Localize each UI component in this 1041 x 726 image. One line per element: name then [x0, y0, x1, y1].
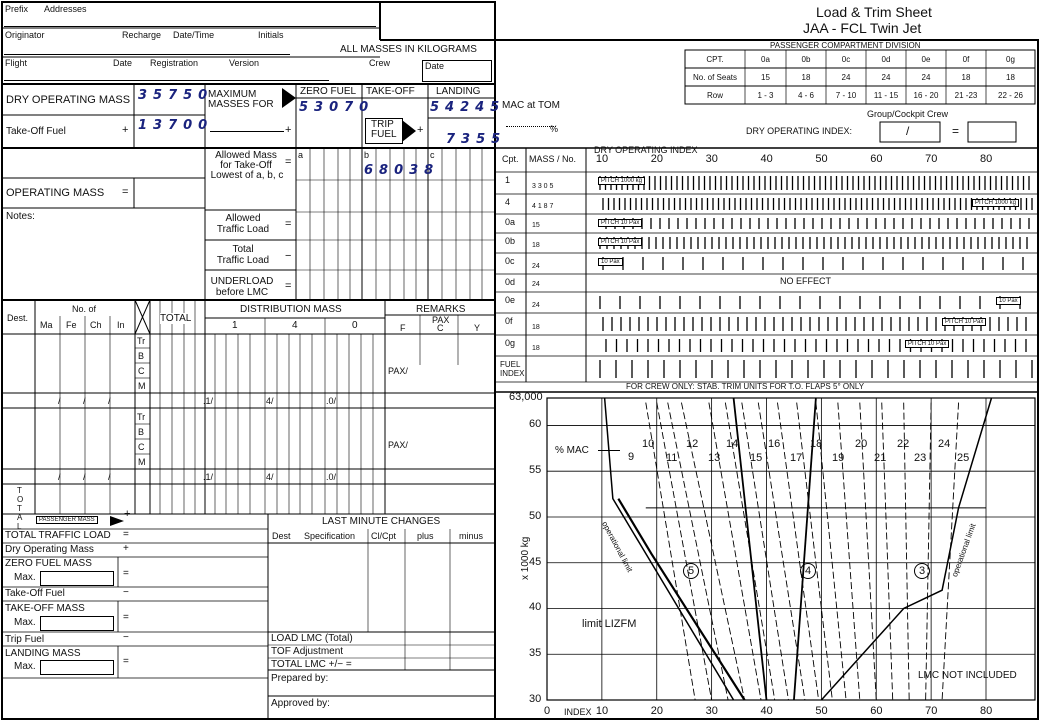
mass-0c: 24 [532, 263, 540, 270]
pitch-0e: 10 Pax [996, 297, 1021, 305]
code-m-1: M [138, 381, 146, 391]
cpt-4: 4 [505, 197, 511, 207]
x-axis-label: INDEX [564, 707, 592, 717]
hold-slash-1a: .1/ [203, 396, 214, 406]
date-time-label: Date/Time [173, 30, 215, 40]
mac-at-tom-label: MAC at TOM [502, 100, 560, 111]
allowed-mass-2: for Take-Off [220, 160, 272, 171]
pcd-seats-label: No. of Seats [692, 73, 738, 82]
crew-date-field[interactable] [422, 60, 492, 82]
mac-tick-21: 21 [874, 452, 887, 464]
hold-1-header: 1 [232, 320, 238, 331]
recharge-label: Recharge [122, 30, 162, 40]
scale-tick-40: 40 [760, 153, 773, 165]
total-header: TOTAL [160, 313, 192, 324]
total-traffic-load-label: TOTAL TRAFFIC LOAD [5, 530, 111, 541]
pax-slash-2: PAX/ [388, 440, 408, 450]
cpt-0a: 0a [505, 217, 516, 227]
y-tick-55: 55 [529, 464, 542, 477]
pcd-row-label: Row [706, 91, 723, 100]
col-b-label: b [364, 150, 370, 160]
zone-circle-3: 3 [914, 563, 930, 579]
limit-lizfm-label: limit LIZFM [582, 618, 637, 630]
prefix-label: Prefix [5, 4, 29, 14]
lmc-not-included-note: LMC NOT INCLUDED [918, 670, 1017, 681]
trip-fuel-bottom-label: Trip Fuel [5, 634, 45, 645]
trip-fuel-label-2: FUEL [371, 129, 397, 140]
pcd-row-0c: 7 - 10 [835, 91, 857, 100]
tof-bottom-label: Take-Off Fuel [5, 588, 65, 599]
mac-line [657, 403, 712, 700]
lmc-col-spec: Specification [304, 531, 356, 541]
pcd-cpt-0d: 0d [881, 55, 891, 64]
scale-tick-50: 50 [815, 153, 828, 165]
mass-1: 3 3 0 5 [532, 183, 554, 190]
pcd-title: PASSENGER COMPARTMENT DIVISION [770, 41, 921, 50]
hold-slash-1b: 4/ [266, 396, 274, 406]
slash-1a: / [58, 396, 61, 406]
hold-slash-2b: 4/ [266, 472, 274, 482]
mac-label: % MAC [555, 445, 589, 456]
approved-by-label: Approved by: [271, 698, 330, 709]
total-letter-o: O [17, 495, 24, 504]
allowed-mass-eq: = [285, 156, 292, 168]
slash-1c: / [108, 396, 111, 406]
pcd-cpt-label: CPT. [706, 55, 724, 64]
mac-tick-18: 18 [810, 438, 823, 450]
doi-label: DRY OPERATING INDEX: [746, 126, 853, 136]
mass-4: 4 1 8 7 [532, 203, 554, 210]
b-value[interactable]: 68038 [364, 163, 440, 178]
scale-tick-70: 70 [925, 153, 938, 165]
remarks-header: REMARKS [416, 304, 466, 315]
col-c-label: c [430, 150, 435, 160]
version-label: Version [229, 58, 260, 68]
code-c-1: C [138, 366, 145, 376]
cpt-0g: 0g [505, 338, 516, 348]
pcd-row-0d: 11 - 15 [873, 91, 899, 100]
mac-arrow-icon [598, 450, 620, 451]
pcd-seats-0e: 24 [921, 73, 931, 82]
prepared-by-label: Prepared by: [271, 673, 329, 684]
allowed-traffic-eq: = [285, 218, 292, 230]
sheet-title: Load & Trim Sheet [816, 4, 932, 20]
code-tr-2: Tr [137, 412, 146, 422]
pax-in: In [117, 320, 125, 330]
address-field[interactable] [4, 16, 376, 27]
max-masses-plus: + [285, 124, 292, 136]
mass-0f: 18 [532, 324, 540, 331]
scale-tick-80: 80 [980, 153, 993, 165]
x-tick-80: 80 [980, 705, 993, 717]
col-a-label: a [298, 150, 304, 160]
total-letter-l: L [17, 522, 22, 531]
flight-field[interactable] [4, 70, 329, 81]
lm-max-field[interactable] [40, 660, 114, 675]
code-tr-1: Tr [137, 336, 146, 346]
hold-4-header: 4 [292, 320, 298, 331]
mac-line [882, 403, 893, 700]
y-tick-60: 60 [529, 418, 542, 431]
allowed-mass-1: Allowed Mass [215, 150, 277, 161]
flight-label: Flight [5, 58, 28, 68]
doi-scale-label: DRY OPERATING INDEX [594, 145, 698, 155]
pcd-row-0b: 4 - 6 [797, 91, 814, 100]
code-m-2: M [138, 457, 146, 467]
x-tick-0: 0 [544, 705, 551, 717]
pcd-seats-0c: 24 [841, 73, 851, 82]
slash-1b: / [83, 396, 86, 406]
pitch-0g: PITCH 10 Pax [905, 340, 949, 348]
mass-0d: 24 [532, 281, 540, 288]
mass-0g: 18 [532, 345, 540, 352]
trip-fuel-label-1: TRIP [371, 119, 394, 130]
mac-tick-23: 23 [914, 452, 927, 464]
operational-limit-label-fwd: operational limit [600, 520, 635, 574]
cpt-label: Cpt. [502, 154, 519, 164]
mac-tick-15: 15 [750, 452, 763, 464]
cpt-0d: 0d [505, 277, 516, 287]
fuel-index-label: FUEL INDEX [500, 360, 525, 378]
mac-boundary-line [734, 398, 767, 700]
scale-tick-20: 20 [650, 153, 663, 165]
trip-fuel-plus: + [417, 124, 424, 136]
hold-0-header: 0 [352, 320, 358, 331]
dom-bottom-plus: + [123, 543, 129, 554]
pcd-row-0f: 21 -23 [954, 91, 978, 100]
y-tick-63,000: 63,000 [509, 391, 543, 403]
zone-circle-5: 5 [683, 563, 699, 579]
hold-slash-2c: .0/ [326, 472, 337, 482]
max-masses-arrow [210, 131, 284, 132]
pitch-0b: PITCH 10 Pax [598, 238, 642, 246]
y-axis-label: x 1000 kg [520, 536, 531, 580]
slash-2c: / [108, 472, 111, 482]
pcd-row-0g: 22 - 26 [998, 91, 1023, 100]
flight-date-label: Date [113, 58, 133, 68]
mac-tick-14: 14 [726, 438, 739, 450]
y-tick-45: 45 [529, 555, 542, 568]
pitch-0a: PITCH 10 Pax [598, 219, 642, 227]
hold-slash-1c: .0/ [326, 396, 337, 406]
pitch-0d: NO EFFECT [780, 276, 831, 286]
mac-tick-22: 22 [897, 438, 910, 450]
mac-tick-9: 9 [628, 451, 635, 463]
notes-label: Notes: [6, 211, 35, 222]
mass-0a: 15 [532, 222, 540, 229]
registration-label: Registration [150, 58, 199, 68]
pcd-cpt-0f: 0f [962, 55, 970, 64]
max-masses-label-2: MASSES FOR [208, 99, 274, 110]
pcd-seats-0a: 15 [761, 73, 770, 82]
tom-max-label: Max. [14, 617, 36, 628]
underload-eq: = [285, 280, 292, 292]
scale-tick-10: 10 [595, 153, 609, 165]
tof-value[interactable]: 13700 [138, 118, 214, 133]
tom-eq: = [123, 612, 129, 623]
group-crew-label: Group/Cockpit Crew [867, 109, 949, 119]
lm-eq: = [123, 656, 129, 667]
crew-label: Crew [369, 58, 391, 68]
takeoff-header: TAKE-OFF [366, 86, 415, 97]
lm-max-label: Max. [14, 661, 36, 672]
cpt-0b: 0b [505, 236, 516, 246]
total-letter-t2: T [17, 504, 22, 513]
dom-label: DRY OPERATING MASS [6, 94, 131, 106]
lmc-col-plus: plus [417, 531, 434, 541]
code-b-1: B [138, 351, 145, 361]
x-tick-10: 10 [595, 705, 609, 717]
scale-tick-60: 60 [870, 153, 883, 165]
sheet-subtitle: JAA - FCL Twin Jet [803, 20, 922, 36]
lmc-col-clcpt: Cl/Cpt [371, 531, 397, 541]
hold-slash-2a: .1/ [203, 472, 214, 482]
y-tick-50: 50 [529, 509, 542, 522]
load-lmc-label: LOAD LMC (Total) [271, 633, 353, 644]
no-of-label: No. of [72, 304, 97, 314]
pitch-0c: 10 Pax [598, 258, 623, 266]
total-lmc-label: TOTAL LMC +/− = [271, 659, 352, 670]
total-traffic-minus: − [285, 250, 292, 262]
pcd-cpt-0c: 0c [841, 55, 851, 64]
pcd-cpt-0e: 0e [921, 55, 931, 64]
crew-date-label: Date [425, 61, 445, 71]
originator-field[interactable] [4, 44, 290, 55]
passenger-mass-tag: PASSENGER MASS [36, 516, 98, 524]
pitch-4: PITCH 1000 kg [972, 199, 1019, 207]
cpt-0f: 0f [505, 316, 513, 326]
allowed-traffic-2: Traffic Load [216, 224, 270, 235]
ttl-eq: = [123, 529, 129, 540]
trip-fuel-bottom-minus: − [123, 632, 129, 643]
tof-label: Take-Off Fuel [6, 126, 66, 137]
max-masses-label-1: MAXIMUM [208, 89, 257, 100]
mass-0e: 24 [532, 302, 540, 309]
total-traffic-1: Total [232, 244, 254, 255]
limit-lizfm [618, 499, 744, 700]
class-c: C [437, 323, 444, 333]
mac-at-tom-field[interactable] [506, 126, 556, 127]
trip-fuel-value[interactable]: 7355 [446, 132, 507, 147]
class-y: Y [474, 323, 481, 333]
initials-label: Initials [258, 30, 284, 40]
mac-tick-19: 19 [832, 452, 845, 464]
x-tick-60: 60 [870, 705, 883, 717]
x-tick-70: 70 [925, 705, 938, 717]
mass-no-label: MASS / No. [529, 154, 577, 164]
zfm-eq: = [123, 568, 129, 579]
landing-value[interactable]: 54245 [430, 100, 506, 115]
lm-label: LANDING MASS [5, 648, 81, 659]
doi-slash: / [906, 124, 910, 138]
zfm-label: ZERO FUEL MASS [5, 558, 92, 569]
y-tick-30: 30 [529, 693, 542, 705]
mac-tick-24: 24 [938, 438, 951, 450]
pax-ma: Ma [40, 320, 53, 330]
pcd-row-0a: 1 - 3 [757, 91, 774, 100]
mac-tick-16: 16 [768, 438, 781, 450]
pitch-1: PITCH 1000 kg [598, 177, 645, 185]
tof-adjustment-label: TOF Adjustment [271, 646, 344, 657]
mac-tick-17: 17 [790, 452, 803, 464]
tof-bottom-minus: − [123, 587, 129, 598]
zfm-max-label: Max. [14, 572, 36, 583]
pcd-cpt-0b: 0b [801, 55, 811, 64]
originator-label: Originator [5, 30, 45, 40]
mac-line [926, 403, 931, 700]
landing-header: LANDING [436, 86, 481, 97]
pitch-0f: PITCH 10 Pax [942, 318, 986, 326]
pax-header: PAX [432, 315, 450, 325]
cpt-0c: 0c [505, 256, 515, 266]
total-vertical-label [17, 486, 25, 531]
total-traffic-2: Traffic Load [216, 255, 270, 266]
tom-label: TAKE-OFF MASS [5, 603, 85, 614]
mac-tick-20: 20 [855, 438, 868, 450]
mac-tick-11: 11 [666, 452, 678, 464]
scale-tick-30: 30 [705, 153, 718, 165]
underload-1: UNDERLOAD [210, 276, 274, 287]
x-tick-50: 50 [815, 705, 828, 717]
zone-circle-4: 4 [800, 563, 816, 579]
mac-tick-10: 10 [642, 438, 655, 450]
mac-tick-13: 13 [708, 452, 721, 464]
lmc-col-minus: minus [459, 531, 484, 541]
pcd-seats-0g: 18 [1006, 73, 1015, 82]
dom-bottom-label: Dry Operating Mass [5, 544, 94, 555]
zero-fuel-header: ZERO FUEL [300, 86, 357, 97]
pcd-seats-0f: 18 [961, 73, 971, 82]
lmc-col-dest: Dest [272, 531, 291, 541]
code-b-2: B [138, 427, 145, 437]
x-tick-20: 20 [650, 705, 663, 717]
mac-tick-25: 25 [957, 452, 970, 464]
slash-2b: / [83, 472, 86, 482]
allowed-traffic-1: Allowed [225, 213, 261, 224]
pax-fe: Fe [66, 320, 77, 330]
x-tick-30: 30 [705, 705, 718, 717]
operational-limit-fwd [605, 398, 734, 700]
pcd-seats-0b: 18 [801, 73, 811, 82]
operating-mass-eq: = [122, 186, 129, 198]
mac-percent: % [550, 124, 559, 134]
tof-plus: + [122, 124, 129, 136]
zfm-max-field[interactable] [40, 571, 114, 586]
total-letter-a: A [17, 513, 23, 522]
mass-0b: 18 [532, 242, 540, 249]
code-c-2: C [138, 442, 145, 452]
cpt-1: 1 [505, 175, 511, 185]
y-tick-35: 35 [529, 647, 542, 660]
slash-2a: / [58, 472, 61, 482]
operating-mass-label: OPERATING MASS [6, 187, 105, 199]
passenger-mass-plus: + [124, 508, 131, 520]
dom-value[interactable]: 35750 [138, 88, 214, 103]
zero-fuel-value[interactable]: 53070 [299, 100, 375, 115]
cpt-0e: 0e [505, 295, 516, 305]
allowed-mass-3: Lowest of a, b, c [210, 170, 284, 181]
mac-tick-12: 12 [686, 438, 699, 450]
tom-max-field[interactable] [40, 616, 114, 631]
total-letter-t1: T [17, 486, 22, 495]
pcd-seats-0d: 24 [881, 73, 891, 82]
all-masses-note: ALL MASSES IN KILOGRAMS [340, 44, 477, 55]
x-tick-40: 40 [760, 705, 773, 717]
doi-eq: = [952, 124, 960, 138]
crew-note: FOR CREW ONLY: STAB. TRIM UNITS FOR T.O. FLAPS 5° ONLY [626, 382, 865, 391]
addresses-label: Addresses [44, 4, 87, 14]
pcd-row-0e: 16 - 20 [913, 91, 939, 100]
lmc-title: LAST MINUTE CHANGES [322, 516, 441, 527]
pcd-cpt-0g: 0g [1006, 55, 1015, 64]
y-tick-40: 40 [529, 601, 542, 614]
class-f: F [400, 323, 406, 333]
dist-mass-header: DISTRIBUTION MASS [240, 304, 342, 315]
pax-ch: Ch [90, 320, 102, 330]
dest-label: Dest. [7, 313, 29, 323]
pcd-cpt-0a: 0a [761, 55, 770, 64]
underload-2: before LMC [215, 287, 269, 298]
pax-slash-1: PAX/ [388, 366, 408, 376]
operational-limit-label-aft: operational limit [950, 522, 978, 579]
